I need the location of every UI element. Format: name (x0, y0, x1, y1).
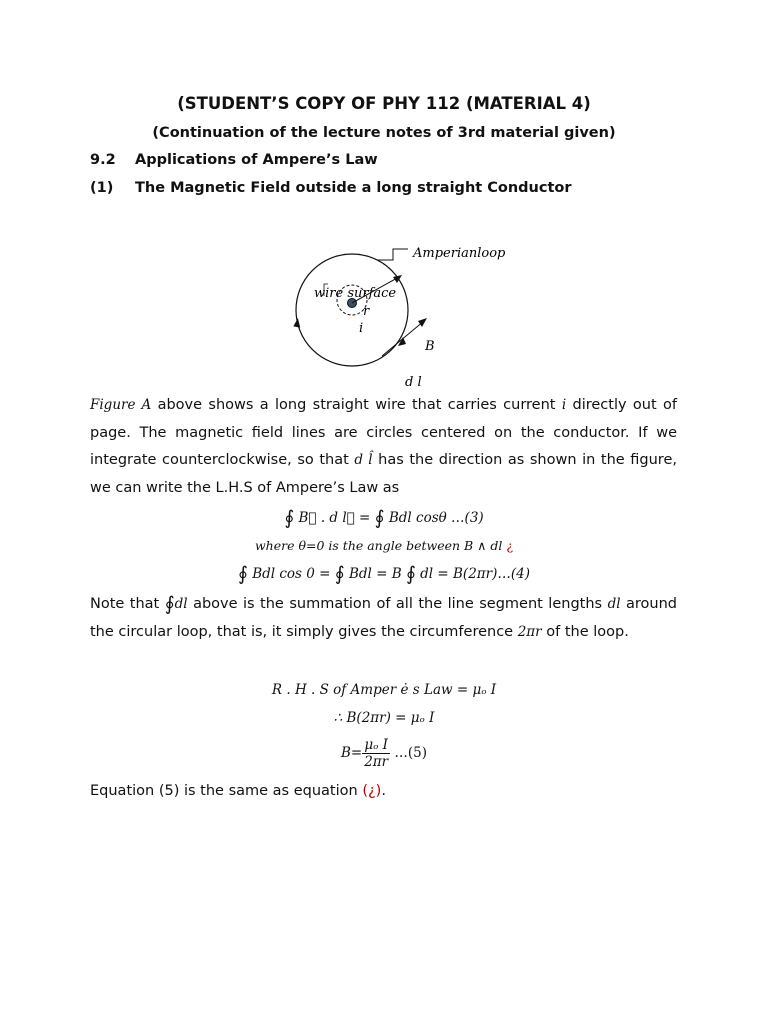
dl-label: d l (405, 375, 422, 390)
rhs-ampere-law: R . H . S of Amper ė s Law = μₒ I (271, 682, 497, 698)
section-heading (90, 152, 378, 168)
contour-integral-symbol: ∮ (164, 593, 175, 615)
broken-reference-mark: ¿ (506, 538, 514, 553)
paragraph-text: has the direction as shown in the figure, we can write the L.H.S of Ampere’s Law as (90, 452, 677, 496)
wire-surface-label: wire surface (314, 286, 397, 301)
subsection-title: The Magnetic Field outside a long straight Conductor (135, 180, 572, 196)
section-number: 9.2 (90, 152, 116, 168)
dl-symbol: dl (607, 596, 621, 612)
amperian-leader-line (378, 249, 408, 260)
r-label: r (363, 304, 370, 319)
page-title: (STUDENT’S COPY OF PHY 112 (MATERIAL 4) (177, 94, 591, 113)
section-title: Applications of Ampere’s Law (135, 152, 378, 168)
contour-integral-symbol: ∮ (334, 563, 345, 585)
broken-reference-mark: (¿) (362, 783, 382, 799)
equation-part: Bdl = B (344, 566, 406, 582)
paragraph-text: of the loop. (541, 623, 629, 640)
figure-reference: Figure A (90, 397, 152, 413)
paragraph-note (90, 591, 677, 646)
figure-a-diagram (280, 238, 520, 398)
dl-symbol: dl (174, 596, 188, 612)
equation-3 (0, 507, 768, 529)
equation-part: dl = B(2πr)…(4) (415, 566, 530, 582)
paragraph-text: Equation (5) is the same as equation (90, 783, 363, 799)
page-subtitle: (Continuation of the lecture notes of 3rd material given) (152, 125, 616, 141)
amperian-loop-circle (296, 254, 408, 366)
equation-4 (0, 563, 768, 585)
contour-integral-symbol: ∮ (238, 563, 248, 585)
equation-rhs: Bdl cosθ …(3) (384, 510, 484, 526)
equation-therefore: ∴ B(2πr) = μₒ I (333, 710, 435, 726)
fraction-numerator: μₒ I (362, 737, 390, 754)
equation-lhs: B= (340, 745, 363, 761)
paragraph-text: Note that (90, 596, 165, 612)
paragraph-text: around the circular loop, that is, it simply gives the circumference (90, 596, 677, 640)
paragraph-equation-reference (90, 778, 677, 806)
contour-integral-symbol: ∮ (284, 507, 295, 529)
paragraph-figure-description (90, 392, 677, 502)
equation-lhs: B⃗ . d l⃗ = (294, 510, 375, 526)
subsection-number: (1) (90, 180, 114, 196)
fraction (362, 737, 390, 770)
where-text: where θ=0 is the angle between B ∧ dl (254, 538, 507, 553)
loop-direction-arrow (293, 318, 301, 328)
paragraph-text: above is the summation of all the line segment lengths (187, 596, 608, 612)
subsection-heading (90, 180, 572, 196)
current-label: i (359, 321, 364, 336)
equation-number: …(5) (390, 745, 428, 761)
where-clause (0, 538, 768, 553)
current-symbol: i (561, 397, 567, 413)
dl-symbol: d l̂ (354, 452, 373, 469)
contour-integral-symbol: ∮ (405, 563, 416, 585)
contour-integral-symbol: ∮ (374, 507, 385, 529)
paragraph-text: above shows a long straight wire that carries current (151, 397, 562, 413)
b-label: B (425, 339, 435, 354)
paragraph-text: . (381, 783, 386, 799)
b-vector-arrowhead (418, 318, 427, 327)
amperian-loop-label: Amperianloop (413, 246, 506, 261)
equation-part: Bdl cos 0 = (247, 566, 335, 582)
paragraph-text: directly out of page. The magnetic field lines are circles centered on the conductor. If we integrate counterclockwise, so that (90, 397, 677, 469)
fraction-denominator: 2πr (364, 754, 389, 770)
circumference-symbol: 2πr (517, 623, 542, 640)
equation-5 (0, 737, 768, 770)
